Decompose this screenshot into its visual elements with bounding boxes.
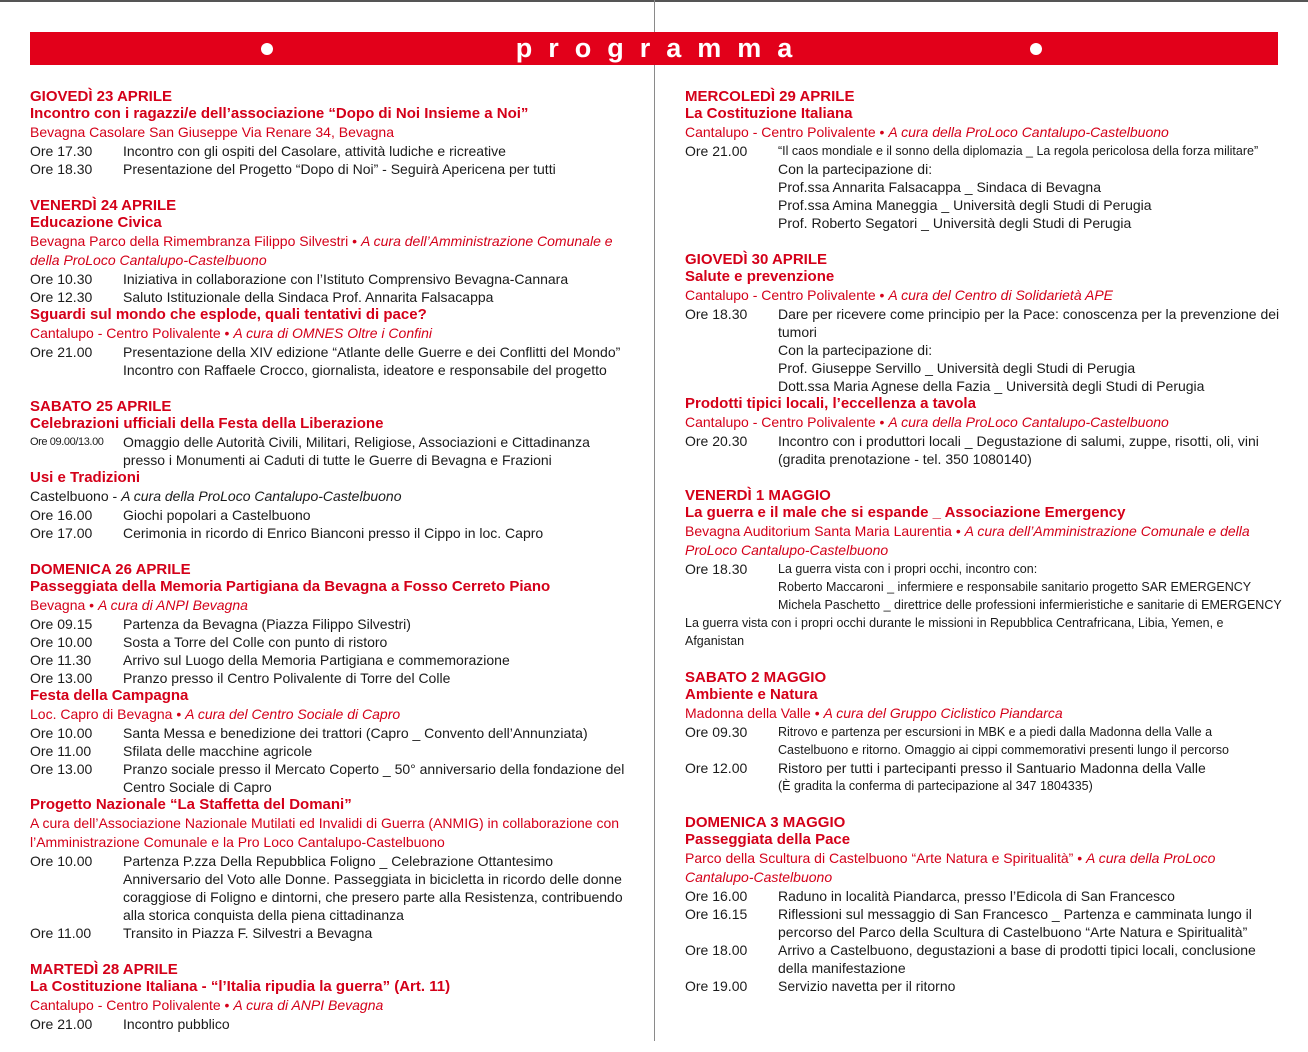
organizer-text: A cura dell’Amministrazione Comunale e della ProLoco Cantalupo-Castelbuono xyxy=(30,233,613,268)
organizer-text: A cura dell’Amministrazione Comunale e della ProLoco Cantalupo-Castelbuono xyxy=(685,523,1250,558)
schedule-time: Ore 16.15 xyxy=(685,906,748,922)
schedule-row xyxy=(30,924,630,942)
schedule-description: Incontro con gli ospiti del Casolare, attività ludiche e ricreative xyxy=(123,143,506,159)
schedule-description: Prof.ssa Amina Maneggia _ Università degli Studi di Perugia xyxy=(778,197,1152,213)
schedule-row xyxy=(685,777,1283,795)
schedule-time xyxy=(685,777,778,795)
event-title: Ambiente e Natura xyxy=(685,686,818,703)
location-text: Cantalupo - Centro Polivalente • xyxy=(685,124,889,140)
dot-right-icon xyxy=(1030,43,1042,55)
event-title: Celebrazioni ufficiali della Festa della Liberazione xyxy=(30,415,384,432)
schedule-time: Ore 18.30 xyxy=(685,306,748,322)
schedule-row xyxy=(685,359,1283,377)
schedule-description: (È gradita la conferma di partecipazione al 347 1804335) xyxy=(778,779,1093,793)
day-title: DOMENICA 3 MAGGIO xyxy=(685,814,846,831)
schedule-description: Con la partecipazione di: xyxy=(778,342,933,358)
schedule-description: Santa Messa e benedizione dei trattori (Capro _ Convento dell’Annunziata) xyxy=(123,725,588,741)
schedule-description: Prof.ssa Annarita Falsacappa _ Sindaca di Bevagna xyxy=(778,179,1101,195)
location-text: Cantalupo - Centro Polivalente • xyxy=(685,414,889,430)
day-title: MERCOLEDÌ 29 APRILE xyxy=(685,88,855,105)
schedule-row xyxy=(685,560,1283,578)
schedule-description: Presentazione del Progetto “Dopo di Noi” - Seguirà Apericena per tutti xyxy=(123,161,556,177)
schedule-description: Riflessioni sul messaggio di San Francesco _ Partenza e camminata lungo il percorso del Parco della Scultura di Castelbuono “Arte Natura e Spiritualità” xyxy=(778,906,1252,940)
location-text: Cantalupo - Centro Polivalente • xyxy=(30,997,234,1013)
schedule-row xyxy=(685,160,1283,178)
schedule-time: Ore 12.30 xyxy=(30,289,93,305)
schedule-description: Incontro con i produttori locali _ Degustazione di salumi, zuppe, risotti, oli, vini (gradita prenotazione - tel. 350 1080140) xyxy=(778,433,1259,467)
event-location xyxy=(685,849,1283,887)
schedule-row xyxy=(685,196,1283,214)
schedule-row xyxy=(685,759,1283,777)
schedule-description: “Il caos mondiale e il sonno della diplomazia _ La regola pericolosa della forza militare” xyxy=(778,144,1259,158)
event-location xyxy=(685,704,1283,723)
schedule-time: Ore 10.30 xyxy=(30,271,93,287)
event-location xyxy=(685,123,1283,142)
schedule-row xyxy=(30,724,630,742)
schedule-time: Ore 09.15 xyxy=(30,616,93,632)
schedule-row xyxy=(685,341,1283,359)
right-column xyxy=(685,88,1283,1014)
schedule-row xyxy=(30,760,630,796)
schedule-time: Ore 21.00 xyxy=(30,1016,93,1032)
schedule-description: Roberto Maccaroni _ infermiere e responsabile sanitario progetto SAR EMERGENCY xyxy=(778,580,1252,594)
event-title: Educazione Civica xyxy=(30,214,162,231)
day-title: DOMENICA 26 APRILE xyxy=(30,561,191,578)
day-block xyxy=(30,88,630,178)
schedule-time: Ore 10.00 xyxy=(30,634,93,650)
event-location xyxy=(685,522,1283,560)
schedule-description: Ristoro per tutti i partecipanti presso il Santuario Madonna della Valle xyxy=(778,760,1206,776)
location-text: Bevagna Parco della Rimembranza Filippo Silvestri • xyxy=(30,233,361,249)
event-title: Usi e Tradizioni xyxy=(30,469,141,486)
schedule-time: Ore 11.00 xyxy=(30,743,92,759)
event-title: La guerra e il male che si espande _ Associazione Emergency xyxy=(685,504,1126,521)
schedule-row xyxy=(685,941,1283,977)
schedule-time: Ore 13.00 xyxy=(30,761,93,777)
organizer-text: A cura della ProLoco Cantalupo-Castelbuono xyxy=(121,488,402,504)
organizer-text: A cura del Centro di Solidarietà APE xyxy=(888,287,1113,303)
day-block xyxy=(685,487,1283,650)
location-text: Loc. Capro di Bevagna • xyxy=(30,706,186,722)
schedule-time: Ore 17.30 xyxy=(30,143,93,159)
day-title: GIOVEDÌ 23 APRILE xyxy=(30,88,172,105)
schedule-time: Ore 18.30 xyxy=(685,561,748,577)
schedule-row xyxy=(30,160,630,178)
schedule-description: Saluto Istituzionale della Sindaca Prof. Annarita Falsacappa xyxy=(123,289,494,305)
schedule-row xyxy=(685,432,1283,468)
location-text: Cantalupo - Centro Polivalente • xyxy=(685,287,889,303)
schedule-description: Prof. Giuseppe Servillo _ Università degli Studi di Perugia xyxy=(778,360,1136,376)
schedule-row xyxy=(685,905,1283,941)
event-location xyxy=(685,413,1283,432)
schedule-description: Omaggio delle Autorità Civili, Militari, Religiose, Associazioni e Cittadinanza presso i Monumenti ai Caduti di tutte le Guerre di Bevagna e Frazioni xyxy=(123,434,590,468)
schedule-time xyxy=(685,359,778,377)
organizer-text: A cura della ProLoco Cantalupo-Castelbuono xyxy=(685,850,1216,885)
schedule-time xyxy=(685,214,778,232)
schedule-time xyxy=(685,578,778,596)
day-block xyxy=(30,398,630,542)
day-block xyxy=(685,669,1283,795)
schedule-row xyxy=(30,524,630,542)
event-title: Incontro con i ragazzi/e dell’associazione “Dopo di Noi Insieme a Noi” xyxy=(30,105,529,122)
organizer-text: A cura di ANPI Bevagna xyxy=(97,597,248,613)
schedule-time: Ore 20.30 xyxy=(685,433,748,449)
day-title: MARTEDÌ 28 APRILE xyxy=(30,961,178,978)
schedule-row xyxy=(30,633,630,651)
location-text: Bevagna Auditorium Santa Maria Laurentia • xyxy=(685,523,965,539)
event-location xyxy=(30,324,630,343)
page-fold-line xyxy=(654,0,655,1041)
schedule-description: Ritrovo e partenza per escursioni in MBK e a piedi dalla Madonna della Valle a Castelbuono e ritorno. Omaggio ai cippi commemorativi presenti lungo il percorso xyxy=(778,725,1229,757)
event-location xyxy=(30,705,630,724)
schedule-row xyxy=(685,305,1283,341)
event-title: Progetto Nazionale “La Staffetta del Domani” xyxy=(30,796,352,813)
schedule-description: Sosta a Torre del Colle con punto di ristoro xyxy=(123,634,388,650)
day-block xyxy=(30,961,630,1033)
schedule-row xyxy=(685,887,1283,905)
schedule-description: Dare per ricevere come principio per la Pace: conoscenza per la prevenzione dei tumori xyxy=(778,306,1280,340)
schedule-description: Cerimonia in ricordo di Enrico Bianconi presso il Cippo in loc. Capro xyxy=(123,525,544,541)
event-title: Prodotti tipici locali, l’eccellenza a tavola xyxy=(685,395,976,412)
schedule-time: Ore 10.00 xyxy=(30,725,93,741)
schedule-row xyxy=(30,669,630,687)
schedule-row xyxy=(30,142,630,160)
schedule-time: Ore 18.30 xyxy=(30,161,93,177)
location-text: Madonna della Valle • xyxy=(685,705,824,721)
schedule-description: Presentazione della XIV edizione “Atlante delle Guerre e dei Conflitti del Mondo” Incontro con Raffaele Crocco, giornalista, ideatore e responsabile del progetto xyxy=(123,344,621,378)
left-column xyxy=(30,88,630,1052)
event-location xyxy=(30,596,630,615)
schedule-description: Giochi popolari a Castelbuono xyxy=(123,507,311,523)
schedule-description: Raduno in località Piandarca, presso l’Edicola di San Francesco xyxy=(778,888,1175,904)
organizer-text: A cura del Gruppo Ciclistico Piandarca xyxy=(823,705,1063,721)
schedule-description: Pranzo presso il Centro Polivalente di Torre del Colle xyxy=(123,670,451,686)
schedule-description: Transito in Piazza F. Silvestri a Bevagna xyxy=(123,925,373,941)
schedule-time xyxy=(685,160,778,178)
schedule-row xyxy=(30,506,630,524)
schedule-description: Sfilata delle macchine agricole xyxy=(123,743,313,759)
event-location xyxy=(30,232,630,270)
schedule-row xyxy=(685,596,1283,614)
schedule-description: Prof. Roberto Segatori _ Università degli Studi di Perugia xyxy=(778,215,1132,231)
event-location xyxy=(685,286,1283,305)
schedule-description: Con la partecipazione di: xyxy=(778,161,933,177)
day-block xyxy=(30,197,630,379)
schedule-time xyxy=(685,196,778,214)
schedule-row xyxy=(30,615,630,633)
day-title: SABATO 25 APRILE xyxy=(30,398,172,415)
schedule-row xyxy=(30,433,630,469)
event-title: La Costituzione Italiana - “l’Italia ripudia la guerra” (Art. 11) xyxy=(30,978,451,995)
location-text: A cura dell’Associazione Nazionale Mutilati ed Invalidi di Guerra (ANMIG) in collaborazione con l’Amministrazione Comunale e la Pro Loco Cantalupo-Castelbuono xyxy=(30,815,620,850)
event-location xyxy=(30,814,630,852)
schedule-time: Ore 21.00 xyxy=(30,344,93,360)
location-text: Bevagna • xyxy=(30,597,98,613)
schedule-time xyxy=(685,596,778,614)
event-title: La Costituzione Italiana xyxy=(685,105,853,122)
schedule-time: Ore 10.00 xyxy=(30,853,93,869)
day-title: VENERDÌ 1 MAGGIO xyxy=(685,487,831,504)
event-title: Passeggiata della Pace xyxy=(685,831,851,848)
event-location xyxy=(30,996,630,1015)
schedule-description: Dott.ssa Maria Agnese della Fazia _ Università degli Studi di Perugia xyxy=(778,378,1205,394)
event-title: Passeggiata della Memoria Partigiana da Bevagna a Fosso Cerreto Piano xyxy=(30,578,551,595)
schedule-row xyxy=(30,288,630,306)
schedule-row xyxy=(30,1015,630,1033)
schedule-row xyxy=(30,270,630,288)
schedule-row xyxy=(685,142,1283,160)
location-text: Parco della Scultura di Castelbuono “Arte Natura e Spiritualità” • xyxy=(685,850,1086,866)
schedule-time: Ore 11.00 xyxy=(30,925,92,941)
schedule-row xyxy=(685,977,1283,995)
day-block xyxy=(685,814,1283,995)
event-title: Salute e prevenzione xyxy=(685,268,835,285)
organizer-text: A cura di OMNES Oltre i Confini xyxy=(233,325,433,341)
schedule-row xyxy=(30,343,630,379)
schedule-description: Servizio navetta per il ritorno xyxy=(778,978,956,994)
event-note: La guerra vista con i propri occhi durante le missioni in Repubblica Centrafricana, Libia, Yemen, e Afganistan xyxy=(685,616,1224,648)
schedule-time: Ore 16.00 xyxy=(30,507,93,523)
schedule-row xyxy=(685,578,1283,596)
schedule-description: Partenza P.zza Della Repubblica Foligno _ Celebrazione Ottantesimo Anniversario del Voto alle Donne. Passeggiata in bicicletta in ricordo delle donne coraggiose di Foligno e dintorni, che presero parte alla Resistenza, contribuendo alla storica conquista della piena cittadinanza xyxy=(123,853,623,923)
schedule-time: Ore 21.00 xyxy=(685,143,748,159)
schedule-time: Ore 17.00 xyxy=(30,525,93,541)
day-title: SABATO 2 MAGGIO xyxy=(685,669,827,686)
schedule-time: Ore 09.30 xyxy=(685,724,748,740)
schedule-row xyxy=(30,651,630,669)
organizer-text: A cura del Centro Sociale di Capro xyxy=(185,706,401,722)
location-text: Castelbuono - xyxy=(30,488,122,504)
schedule-row xyxy=(685,377,1283,395)
organizer-text: A cura della ProLoco Cantalupo-Castelbuono xyxy=(888,124,1169,140)
schedule-description: Partenza da Bevagna (Piazza Filippo Silvestri) xyxy=(123,616,411,632)
schedule-row xyxy=(685,723,1283,759)
organizer-text: A cura della ProLoco Cantalupo-Castelbuono xyxy=(888,414,1169,430)
schedule-row xyxy=(30,742,630,760)
day-title: VENERDÌ 24 APRILE xyxy=(30,197,177,214)
schedule-description: Incontro pubblico xyxy=(123,1016,230,1032)
schedule-description: Arrivo sul Luogo della Memoria Partigiana e commemorazione xyxy=(123,652,510,668)
schedule-time: Ore 13.00 xyxy=(30,670,93,686)
event-title: Festa della Campagna xyxy=(30,687,189,704)
banner-title: programma xyxy=(515,33,809,63)
schedule-time: Ore 09.00/13.00 xyxy=(30,436,104,448)
day-title: GIOVEDÌ 30 APRILE xyxy=(685,251,827,268)
schedule-row xyxy=(30,852,630,924)
schedule-time: Ore 16.00 xyxy=(685,888,748,904)
day-block xyxy=(685,251,1283,468)
programma-banner xyxy=(30,32,1278,65)
schedule-row xyxy=(685,214,1283,232)
schedule-time xyxy=(685,178,778,196)
schedule-time: Ore 12.00 xyxy=(685,760,748,776)
day-block xyxy=(30,561,630,942)
schedule-description: La guerra vista con i propri occhi, incontro con: xyxy=(778,562,1038,576)
schedule-description: Pranzo sociale presso il Mercato Coperto _ 50° anniversario della fondazione del Centro Sociale di Capro xyxy=(123,761,625,795)
event-location xyxy=(30,123,630,142)
organizer-text: A cura di ANPI Bevagna xyxy=(233,997,384,1013)
schedule-description: Iniziativa in collaborazione con l’Istituto Comprensivo Bevagna-Cannara xyxy=(123,271,569,287)
day-block xyxy=(685,88,1283,232)
schedule-time xyxy=(685,341,778,359)
schedule-time xyxy=(685,377,778,395)
schedule-row xyxy=(685,178,1283,196)
schedule-time: Ore 19.00 xyxy=(685,978,748,994)
event-location xyxy=(30,487,630,506)
schedule-description: Michela Paschetto _ direttrice delle professioni infermieristiche e sanitarie di EMERGENCY xyxy=(778,598,1282,612)
schedule-time: Ore 11.30 xyxy=(30,652,92,668)
location-text: Cantalupo - Centro Polivalente • xyxy=(30,325,234,341)
schedule-time: Ore 18.00 xyxy=(685,942,748,958)
schedule-description: Arrivo a Castelbuono, degustazioni a base di prodotti tipici locali, conclusione della manifestazione xyxy=(778,942,1256,976)
location-text: Bevagna Casolare San Giuseppe Via Renare 34, Bevagna xyxy=(30,124,394,140)
event-title: Sguardi sul mondo che esplode, quali tentativi di pace? xyxy=(30,306,427,323)
